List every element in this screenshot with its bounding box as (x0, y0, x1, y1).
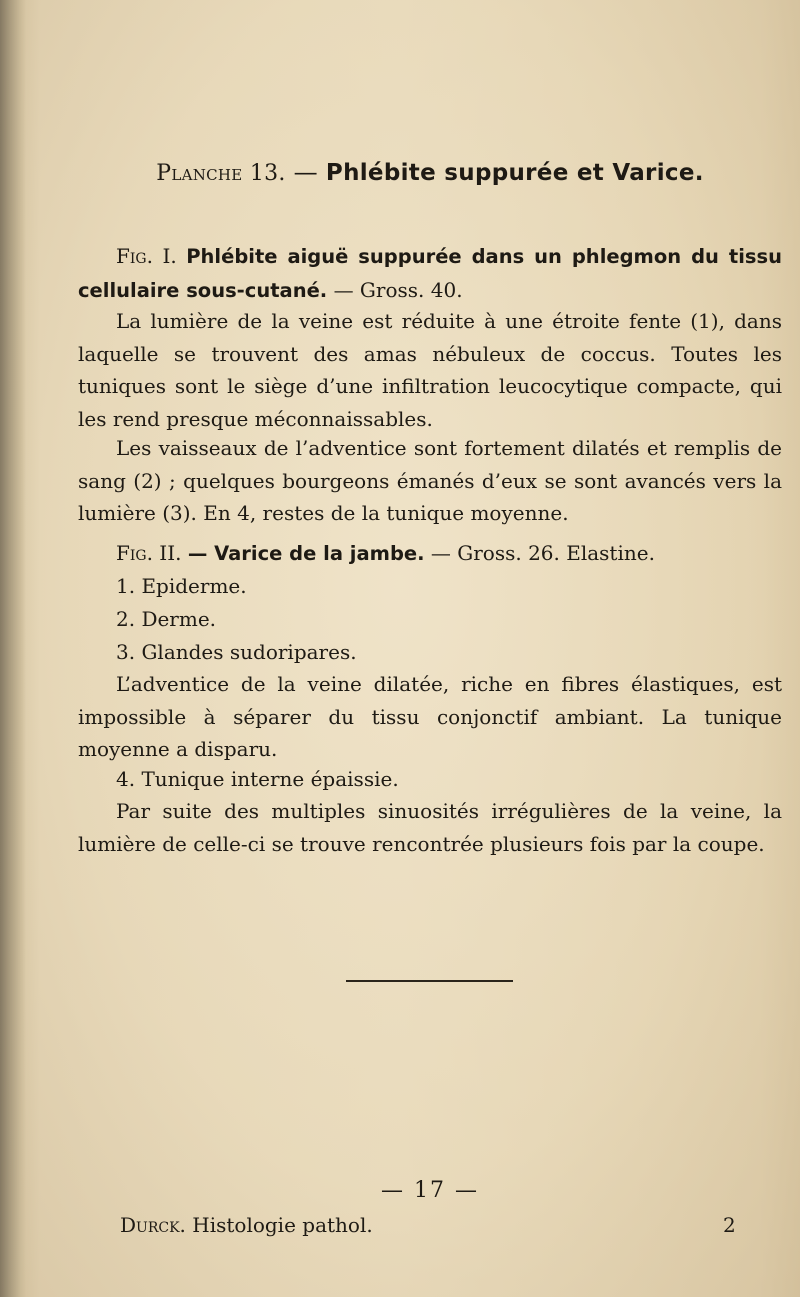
fig2-label: Fig. II. (116, 541, 182, 565)
fig2-item-tunique: 4. Tunique interne épaissie. (116, 767, 399, 791)
page-number: — 17 — (381, 1178, 479, 1203)
title-dash: — (293, 158, 318, 186)
footer-author: Durck. (120, 1213, 186, 1237)
fig2-title: — Varice de la jambe. (187, 542, 425, 565)
fig2-paragraph-adventice: L’adventice de la veine dilatée, riche en fibres élastiques, est impossible à séparer du tissu conjonctif ambiant. La tunique moyenne a disparu. (78, 672, 782, 761)
fig1-label: Fig. I. (116, 244, 177, 268)
footer-signature: 2 (723, 1213, 736, 1237)
footer-book: Histologie pathol. (192, 1213, 373, 1237)
fig2-item-derme: 2. Derme. (116, 607, 217, 631)
fig2-item-epiderme: 1. Epiderme. (116, 574, 247, 598)
content (78, 0, 782, 1297)
fig1-heading (78, 240, 782, 307)
footer-source (120, 1213, 373, 1237)
plate-heading: Phlébite suppurée et Varice. (325, 160, 704, 186)
fig1-magnification: — Gross. 40. (333, 277, 463, 302)
fig2-paragraph-final: Par suite des multiples sinuosités irrégulières de la veine, la lumière de celle-ci se trouve rencontrée plusieurs fois par la coupe. (78, 799, 782, 856)
binding-edge (0, 0, 26, 1297)
section-rule (346, 980, 513, 982)
fig1-title: Phlébite aiguë suppurée dans un phlegmon du tissu cellulaire sous-cutané. (78, 245, 782, 302)
fig1-paragraph-vaisseaux: Les vaisseaux de l’adventice sont fortement dilatés et remplis de sang (2) ; quelques bourgeons émanés d’eux se sont avancés vers la lumière (3). En 4, restes de la tunique moyenne. (78, 436, 782, 525)
fig1-paragraph-lumiere: La lumière de la veine est réduite à une étroite fente (1), dans laquelle se trouvent des amas nébuleux de coccus. Toutes les tuniques sont le siège d’une infiltration leucocytique compacte, qui les rend presque méconnaissables. (78, 309, 782, 431)
plate-label: Planche 13. (156, 161, 286, 186)
plate-title (78, 158, 782, 186)
fig2-item-glandes: 3. Glandes sudoripares. (116, 640, 357, 664)
fig2-heading (78, 537, 782, 571)
fig2-magnification: — Gross. 26. Elastine. (430, 541, 655, 565)
